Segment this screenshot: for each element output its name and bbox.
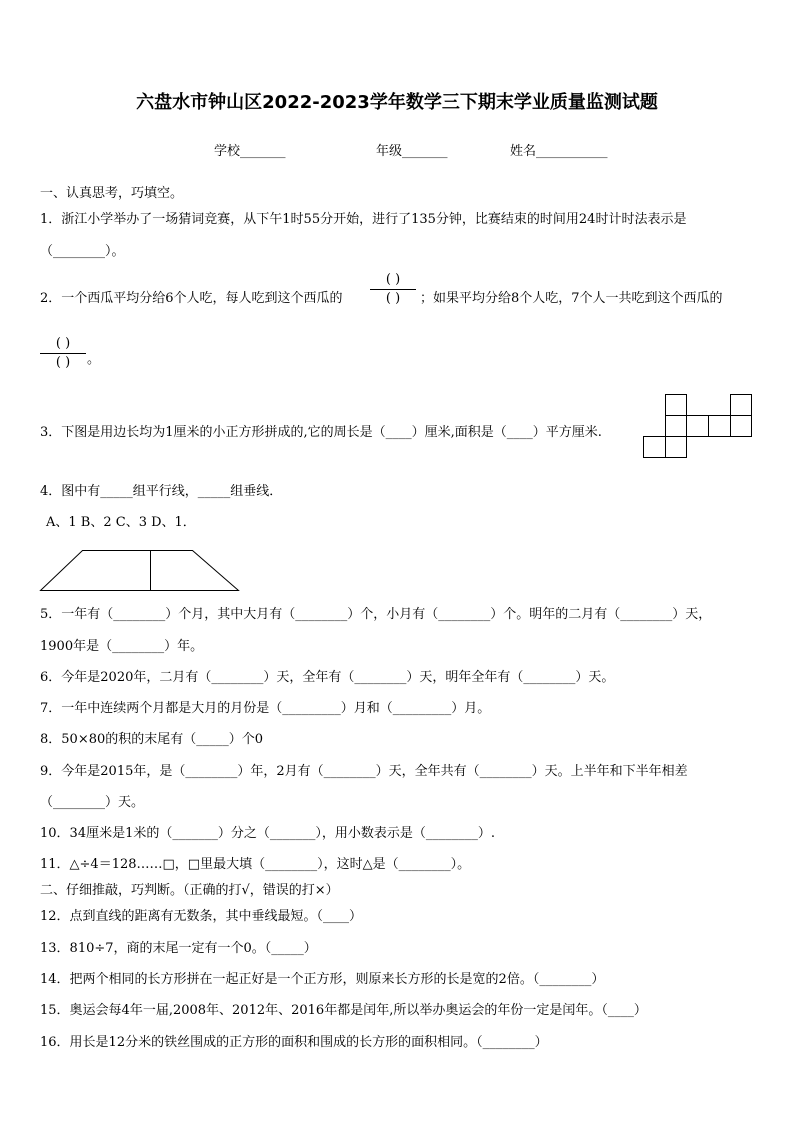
question-2-part2: ；如果平均分给8个人吃，7个人一共吃到这个西瓜的 xyxy=(420,291,723,306)
fraction-denominator: ( ) xyxy=(385,291,401,306)
grade-field: 年级_______ xyxy=(376,144,448,159)
section-2-title: 二、仔细推敲，巧判断。（正确的打√，错误的打×） xyxy=(40,883,339,898)
question-2-part1: 2．一个西瓜平均分给6个人吃，每人吃到这个西瓜的 xyxy=(40,291,343,306)
question-12: 12．点到直线的距离有无数条，其中垂线最短。（____） xyxy=(40,909,363,924)
fraction-bar xyxy=(370,289,416,290)
question-14: 14．把两个相同的长方形拼在一起正好是一个正方形，则原来长方形的长是宽的2倍。（________） xyxy=(40,972,605,987)
section-1-title: 一、认真思考，巧填空。 xyxy=(40,186,184,201)
question-11: 11．△÷4＝128……□，□里最大填（________），这时△是（________）。 xyxy=(40,857,471,872)
page-title: 六盘水市钟山区2022-2023学年数学三下期末学业质量监测试题 xyxy=(136,92,658,113)
question-2-end: 。 xyxy=(87,352,101,367)
question-9-line1: 9．今年是2015年，是（________）年，2月有（________）天，全年共有（________）天。上半年和下半年相差 xyxy=(40,764,688,779)
square-grid-figure xyxy=(641,393,755,460)
fraction-denominator: ( ) xyxy=(55,355,71,370)
question-16: 16．用长是12分米的铁丝围成的正方形的面积和围成的长方形的面积相同。（________） xyxy=(40,1035,548,1050)
question-4: 4．图中有_____组平行线，_____组垂线． xyxy=(40,484,283,499)
question-4-options: A、1 B、2 C、3 D、1． xyxy=(46,515,196,530)
question-8: 8．50×80的积的末尾有（_____）个0 xyxy=(40,732,264,747)
question-13: 13．810÷7，商的末尾一定有一个0。（_____） xyxy=(40,941,317,956)
question-1-line2: （________）。 xyxy=(40,244,125,259)
question-5-line2: 1900年是（________）年。 xyxy=(40,639,204,654)
question-5-line1: 5．一年有（________）个月，其中大月有（________）个，小月有（________）个。明年的二月有（________）天， xyxy=(40,607,712,622)
question-10: 10．34厘米是1米的（_______）分之（_______），用小数表示是（________）. xyxy=(40,826,495,841)
question-9-line2: （________）天。 xyxy=(40,795,145,810)
school-field: 学校_______ xyxy=(214,144,286,159)
question-15: 15．奥运会每4年一届,2008年、2012年、2016年都是闰年,所以举办奥运会的年份一定是闰年。（____） xyxy=(40,1003,647,1018)
fraction-numerator: ( ) xyxy=(55,336,71,351)
question-6: 6．今年是2020年，二月有（________）天，全年有（________）天，明年全年有（________）天。 xyxy=(40,670,615,685)
question-2-fraction-1 xyxy=(370,272,416,307)
fraction-numerator: ( ) xyxy=(385,272,401,287)
question-7: 7．一年中连续两个月都是大月的月份是（_________）月和（_________）月。 xyxy=(40,701,491,716)
trapezoid-figure xyxy=(38,548,242,593)
question-2-fraction-2 xyxy=(40,336,86,371)
name-field: 姓名___________ xyxy=(510,144,608,159)
fraction-bar xyxy=(40,353,86,354)
question-3: 3．下图是用边长均为1厘米的小正方形拼成的,它的周长是（____）厘米,面积是（____）平方厘米. xyxy=(40,425,602,440)
question-1-line1: 1．浙江小学举办了一场猜词竞赛，从下午1时55分开始，进行了135分钟，比赛结束的时间用24时计时法表示是 xyxy=(40,212,687,227)
